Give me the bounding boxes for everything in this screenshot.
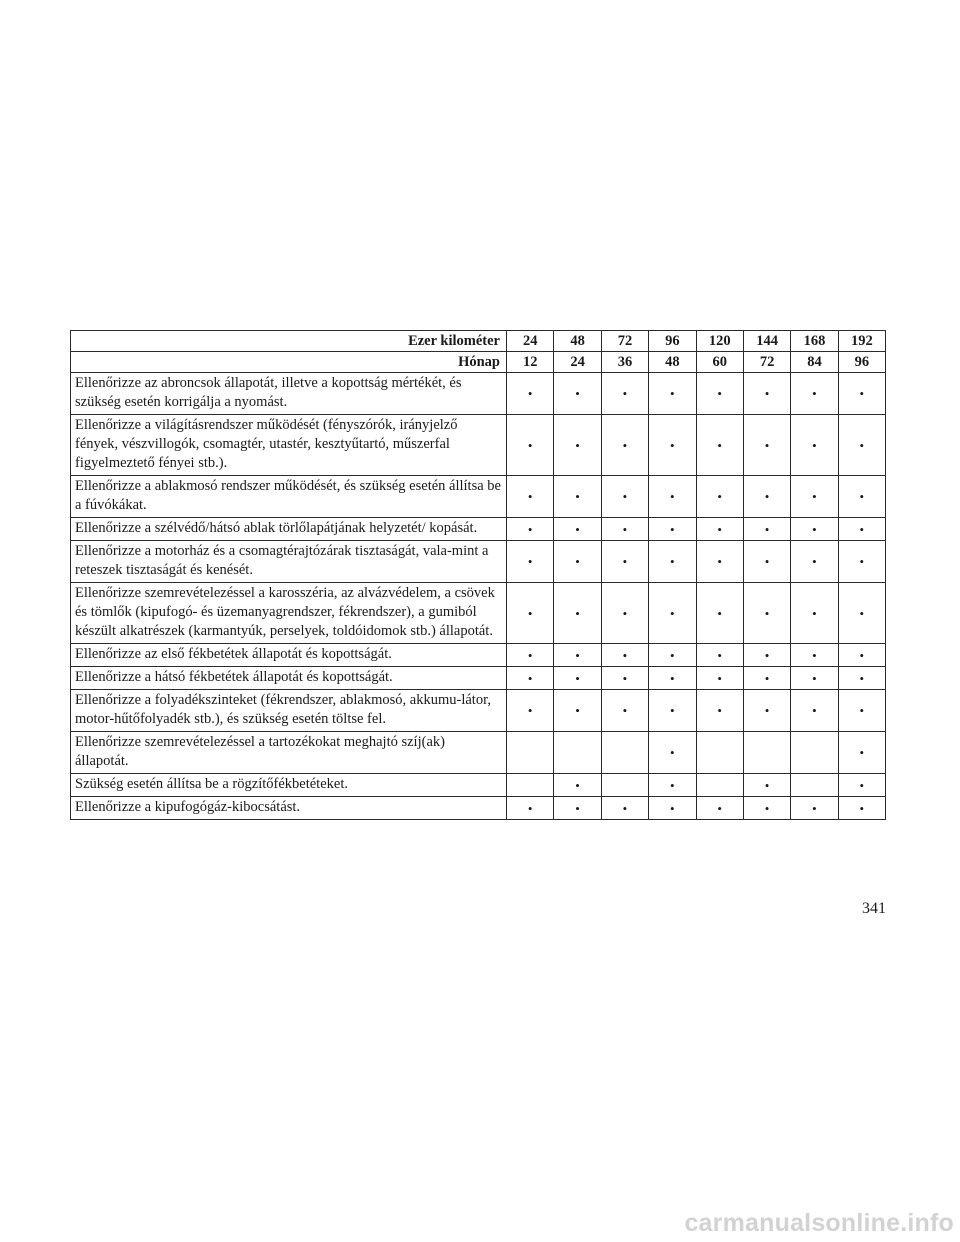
service-item-description: Ellenőrizze a motorház és a csomagtérajtózárak tisztaságát, vala-mint a reteszek tisztaságát és kenését. (71, 541, 507, 583)
service-item-description: Ellenőrizze az első fékbetétek állapotát és kopottságát. (71, 644, 507, 667)
service-mark-bullet: • (649, 415, 696, 476)
service-mark-bullet: • (696, 373, 743, 415)
service-mark-bullet: • (696, 667, 743, 690)
service-mark-bullet: • (601, 518, 648, 541)
service-mark-bullet: • (696, 583, 743, 644)
service-mark-bullet: • (791, 541, 838, 583)
service-mark-bullet: • (743, 644, 790, 667)
service-mark-bullet: • (791, 415, 838, 476)
service-mark-bullet: • (554, 541, 601, 583)
service-mark-bullet: • (743, 774, 790, 797)
service-mark-bullet: • (601, 373, 648, 415)
service-mark-bullet: • (743, 476, 790, 518)
table-row (71, 476, 886, 518)
header-value: 72 (743, 352, 790, 373)
header-row-kilometers (71, 331, 886, 352)
service-mark-bullet: • (743, 667, 790, 690)
service-mark-bullet: • (838, 667, 885, 690)
service-mark-bullet: • (554, 667, 601, 690)
header-value: 96 (649, 331, 696, 352)
service-mark-bullet: • (791, 583, 838, 644)
service-mark-bullet: • (554, 373, 601, 415)
service-mark-bullet: • (507, 373, 554, 415)
service-mark-bullet: • (791, 373, 838, 415)
maintenance-schedule-body (71, 331, 886, 820)
service-mark-bullet: • (507, 583, 554, 644)
service-item-description: Ellenőrizze a világításrendszer működését (fényszórók, irányjelző fények, vészvillogók, csomagtér, utastér, kesztyűtartó, műszerfal figyelmeztető fényei stb.). (71, 415, 507, 476)
header-value: 144 (743, 331, 790, 352)
service-mark-bullet: • (838, 476, 885, 518)
service-mark-bullet: • (649, 373, 696, 415)
service-mark-bullet: • (554, 774, 601, 797)
service-mark-empty (507, 774, 554, 797)
table-row (71, 774, 886, 797)
service-item-description: Ellenőrizze a ablakmosó rendszer működését, és szükség esetén állítsa be a fúvókákat. (71, 476, 507, 518)
service-mark-bullet: • (554, 583, 601, 644)
header-value: 72 (601, 331, 648, 352)
service-mark-bullet: • (507, 518, 554, 541)
service-mark-bullet: • (649, 667, 696, 690)
service-mark-bullet: • (649, 644, 696, 667)
service-item-description: Szükség esetén állítsa be a rögzítőfékbetéteket. (71, 774, 507, 797)
table-row (71, 644, 886, 667)
service-mark-bullet: • (601, 797, 648, 820)
service-mark-bullet: • (743, 690, 790, 732)
service-mark-bullet: • (838, 774, 885, 797)
service-mark-bullet: • (507, 690, 554, 732)
service-mark-bullet: • (696, 476, 743, 518)
header-value: 168 (791, 331, 838, 352)
service-mark-bullet: • (791, 518, 838, 541)
service-mark-bullet: • (743, 541, 790, 583)
service-mark-bullet: • (743, 415, 790, 476)
header-value: 60 (696, 352, 743, 373)
service-mark-bullet: • (743, 518, 790, 541)
service-mark-empty (791, 774, 838, 797)
service-mark-bullet: • (507, 476, 554, 518)
service-mark-bullet: • (696, 797, 743, 820)
service-mark-bullet: • (649, 774, 696, 797)
header-value: 12 (507, 352, 554, 373)
service-mark-bullet: • (507, 644, 554, 667)
service-mark-bullet: • (601, 541, 648, 583)
table-row (71, 373, 886, 415)
table-row (71, 541, 886, 583)
table-row (71, 690, 886, 732)
service-mark-bullet: • (649, 797, 696, 820)
service-mark-empty (601, 732, 648, 774)
service-mark-bullet: • (838, 373, 885, 415)
service-mark-bullet: • (743, 373, 790, 415)
header-value: 36 (601, 352, 648, 373)
service-mark-bullet: • (554, 690, 601, 732)
service-mark-bullet: • (791, 476, 838, 518)
table-row (71, 797, 886, 820)
header-value: 120 (696, 331, 743, 352)
service-mark-bullet: • (554, 518, 601, 541)
service-mark-empty (743, 732, 790, 774)
service-mark-bullet: • (791, 667, 838, 690)
header-value: 84 (791, 352, 838, 373)
service-mark-empty (791, 732, 838, 774)
header-value: 24 (554, 352, 601, 373)
service-mark-bullet: • (601, 644, 648, 667)
service-mark-bullet: • (554, 797, 601, 820)
service-mark-bullet: • (743, 797, 790, 820)
service-mark-bullet: • (838, 541, 885, 583)
table-row (71, 415, 886, 476)
service-mark-bullet: • (696, 518, 743, 541)
service-mark-bullet: • (838, 732, 885, 774)
service-mark-bullet: • (838, 690, 885, 732)
header-label: Hónap (71, 352, 507, 373)
service-mark-bullet: • (743, 583, 790, 644)
header-row-months (71, 352, 886, 373)
header-label: Ezer kilométer (71, 331, 507, 352)
service-mark-bullet: • (649, 476, 696, 518)
header-value: 24 (507, 331, 554, 352)
service-item-description: Ellenőrizze szemrevételezéssel a tartozékokat meghajtó szíj(ak) állapotát. (71, 732, 507, 774)
service-item-description: Ellenőrizze a hátsó fékbetétek állapotát és kopottságát. (71, 667, 507, 690)
service-mark-bullet: • (696, 690, 743, 732)
service-mark-bullet: • (649, 541, 696, 583)
service-mark-empty (696, 774, 743, 797)
service-mark-bullet: • (601, 690, 648, 732)
service-mark-bullet: • (696, 415, 743, 476)
service-mark-bullet: • (649, 518, 696, 541)
header-value: 48 (554, 331, 601, 352)
service-mark-bullet: • (838, 644, 885, 667)
service-mark-bullet: • (507, 415, 554, 476)
table-row (71, 732, 886, 774)
service-mark-bullet: • (601, 415, 648, 476)
service-mark-bullet: • (838, 415, 885, 476)
service-mark-empty (507, 732, 554, 774)
service-mark-bullet: • (601, 476, 648, 518)
header-value: 48 (649, 352, 696, 373)
header-value: 192 (838, 331, 885, 352)
service-mark-bullet: • (507, 667, 554, 690)
service-mark-bullet: • (507, 797, 554, 820)
service-mark-bullet: • (791, 797, 838, 820)
service-mark-bullet: • (649, 732, 696, 774)
service-mark-bullet: • (554, 644, 601, 667)
service-mark-bullet: • (791, 690, 838, 732)
service-item-description: Ellenőrizze szemrevételezéssel a karosszéria, az alvázvédelem, a csövek és tömlők (kipufogó- és üzemanyagrendszer, fékrendszer), a gumiból készült alkatrészek (karmantyúk, perselyek, toldóidomok stb.) állapotát. (71, 583, 507, 644)
page-number: 341 (862, 900, 886, 917)
watermark: carmanualsonline.info (684, 1209, 954, 1237)
table-row (71, 667, 886, 690)
service-mark-bullet: • (649, 690, 696, 732)
service-mark-bullet: • (791, 644, 838, 667)
service-mark-bullet: • (838, 797, 885, 820)
service-item-description: Ellenőrizze a kipufogógáz-kibocsátást. (71, 797, 507, 820)
header-value: 96 (838, 352, 885, 373)
service-mark-empty (696, 732, 743, 774)
service-mark-bullet: • (507, 541, 554, 583)
service-mark-bullet: • (838, 518, 885, 541)
service-mark-bullet: • (696, 644, 743, 667)
service-mark-empty (601, 774, 648, 797)
service-mark-bullet: • (554, 415, 601, 476)
service-mark-bullet: • (601, 667, 648, 690)
service-mark-bullet: • (838, 583, 885, 644)
service-mark-bullet: • (554, 476, 601, 518)
table-row (71, 583, 886, 644)
service-item-description: Ellenőrizze a szélvédő/hátsó ablak törlőlapátjának helyzetét/ kopását. (71, 518, 507, 541)
service-item-description: Ellenőrizze a folyadékszinteket (fékrendszer, ablakmosó, akkumu-látor, motor-hűtőfolyadék stb.), és szükség esetén töltse fel. (71, 690, 507, 732)
maintenance-schedule-table (70, 330, 886, 820)
table-row (71, 518, 886, 541)
service-mark-bullet: • (601, 583, 648, 644)
service-mark-bullet: • (696, 541, 743, 583)
service-mark-empty (554, 732, 601, 774)
service-item-description: Ellenőrizze az abroncsok állapotát, illetve a kopottság mértékét, és szükség esetén korrigálja a nyomást. (71, 373, 507, 415)
service-mark-bullet: • (649, 583, 696, 644)
